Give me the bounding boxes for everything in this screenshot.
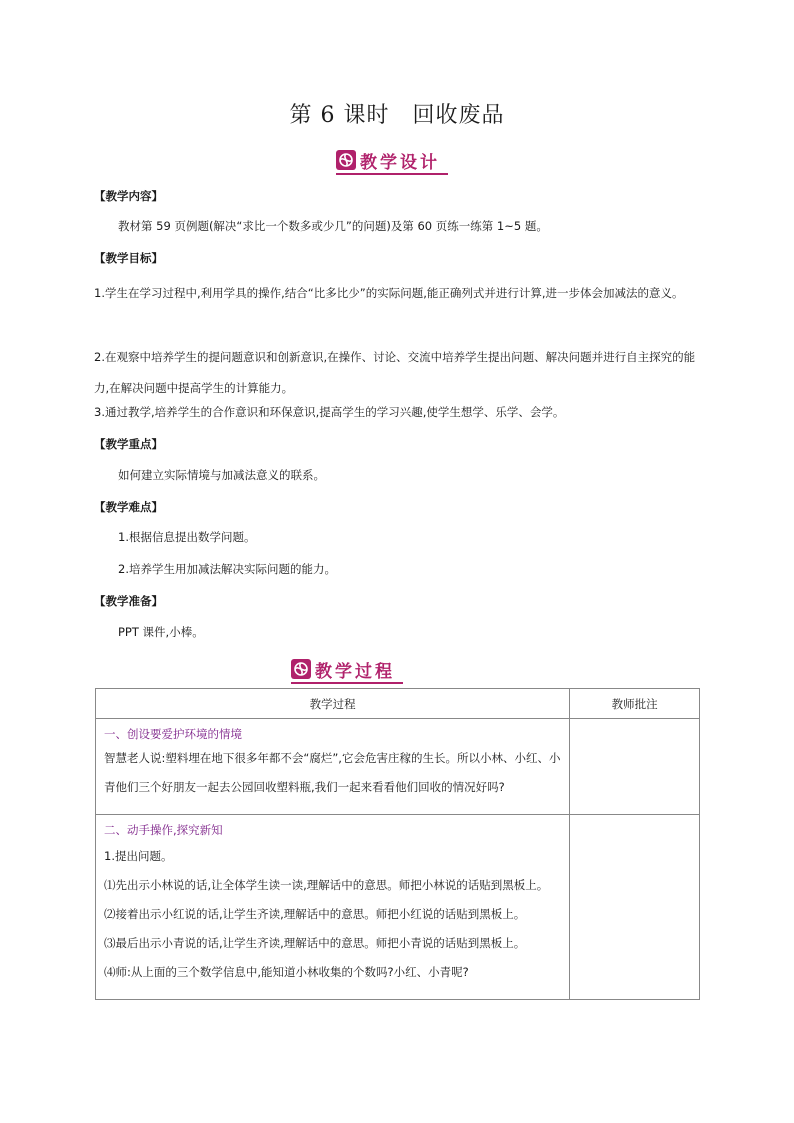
notes-cell	[570, 815, 700, 1000]
process-cell	[96, 815, 570, 1000]
header-teacher-notes: 教师批注	[570, 689, 700, 719]
process-cell	[96, 719, 570, 815]
banner-underline	[336, 173, 448, 175]
heading-preparation: 【教学准备】	[94, 594, 163, 608]
step-line: ⑶最后出示小青说的话,让学生齐读,理解话中的意思。师把小青说的话贴到黑板上。	[104, 936, 526, 950]
step-line: ⑵接着出示小红说的话,让学生齐读,理解话中的意思。师把小红说的话贴到黑板上。	[104, 907, 526, 921]
heading-difficulties: 【教学难点】	[94, 500, 163, 514]
goal-item-1: 1.学生在学习过程中,利用学具的操作,结合“比多比少”的实际问题,能正确列式并进行计算,进一步体会加减法的意义。	[94, 286, 684, 300]
key-points-text: 如何建立实际情境与加减法意义的联系。	[118, 468, 325, 482]
difficulty-item-1: 1.根据信息提出数学问题。	[118, 530, 256, 544]
swirl-logo-icon	[291, 659, 311, 679]
goal-item-3: 3.通过教学,培养学生的合作意识和环保意识,提高学生的学习兴趣,使学生想学、乐学、会学。	[94, 405, 565, 419]
teaching-process-table	[95, 688, 700, 1000]
step-line: 1.提出问题。	[104, 849, 173, 863]
banner-label: 教学设计	[360, 152, 440, 173]
section-title: 二、动手操作,探究新知	[104, 823, 223, 837]
swirl-logo-icon	[336, 150, 356, 170]
table-row	[96, 719, 700, 815]
step-line: ⑷师:从上面的三个数学信息中,能知道小林收集的个数吗?小红、小青呢?	[104, 965, 469, 979]
heading-content: 【教学内容】	[94, 189, 163, 203]
goal-item-2: 2.在观察中培养学生的提问题意识和创新意识,在操作、讨论、交流中培养学生提出问题、解决问题并进行自主探究的能力,在解决问题中提高学生的计算能力。	[94, 350, 696, 395]
header-process: 教学过程	[96, 689, 570, 719]
section-text: 智慧老人说:塑料埋在地下很多年都不会“腐烂”,它会危害庄稼的生长。所以小林、小红、小青他们三个好朋友一起去公园回收塑料瓶,我们一起来看看他们回收的情况好吗?	[104, 751, 561, 794]
banner-teaching-design	[336, 148, 440, 172]
table-header-row	[96, 689, 700, 719]
section-title: 一、创设要爱护环境的情境	[104, 727, 242, 741]
banner-teaching-process	[291, 657, 395, 681]
banner-underline	[291, 682, 403, 684]
difficulty-item-2: 2.培养学生用加减法解决实际问题的能力。	[118, 562, 336, 576]
content-text: 教材第 59 页例题(解决“求比一个数多或少几”的问题)及第 60 页练一练第 1~5 题。	[118, 219, 548, 233]
table-row	[96, 815, 700, 1000]
page-title: 第 6 课时 回收废品	[289, 103, 505, 128]
heading-goals: 【教学目标】	[94, 251, 163, 265]
preparation-text: PPT 课件,小棒。	[118, 625, 204, 639]
heading-key-points: 【教学重点】	[94, 437, 163, 451]
step-line: ⑴先出示小林说的话,让全体学生读一读,理解话中的意思。师把小林说的话贴到黑板上。	[104, 878, 549, 892]
banner-label: 教学过程	[315, 661, 395, 682]
notes-cell	[570, 719, 700, 815]
